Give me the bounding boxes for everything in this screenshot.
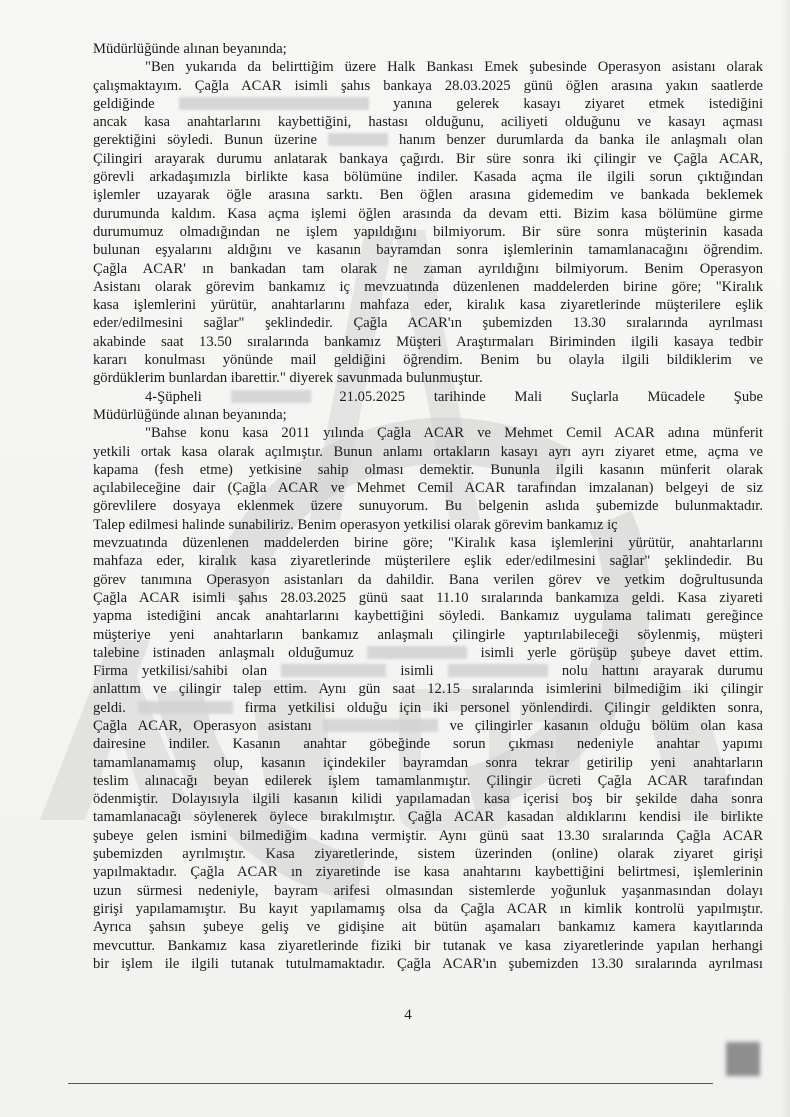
text-run: tamamlanacağı söylenerek öylece bırakılmıştır. Çağla ACAR kasadan aldıklarını kendisi ile birlikte xyxy=(93,809,763,826)
text-line xyxy=(93,443,763,461)
text-line xyxy=(93,571,763,589)
text-run: yetkili ortak kasa olarak açılmıştır. Bunun anlamı ortakların kasayı ayrı ayrı ziyaret etme, açma ve xyxy=(93,443,763,460)
redacted-name xyxy=(367,646,467,659)
text-line xyxy=(93,461,763,479)
text-run: gerektiğini söyledi. Bunun üzerine xyxy=(93,132,317,149)
redacted-name xyxy=(448,664,548,677)
redacted-name xyxy=(323,719,438,732)
text-run: yapma istediğini ancak anahtarlarını kaybettiğini söyledi. Bankamız uygulama talimatı gereğince xyxy=(93,608,763,625)
text-run: açılabileceğine dair (Çağla ACAR ve Mehmet Cemil ACAR tarafından imzalanan) belgeyi de siz xyxy=(93,480,763,497)
text-run: şubeye gelen ismini bilmediğim kadına vermiştir. Aynı günü saat 13.30 sıralarında Çağla ACAR xyxy=(93,827,763,844)
text-run: hanım benzer durumlarda da banka ile anlaşmalı olan xyxy=(398,132,763,149)
text-line xyxy=(93,314,763,332)
text-line xyxy=(93,552,763,570)
text-run: kararı konulması yönünde mail geldiğini öğrendim. Benim bu olayla ilgili bildiklerim ve xyxy=(93,352,763,369)
text-run: Ayrıca şahsın şubeye geliş ve gidişine ait bütün aşamaları bankamız kamera kayıtlarında xyxy=(93,919,763,936)
text-line xyxy=(93,241,763,259)
text-run: Talep edilmesi halinde sunabiliriz. Benim operasyon yetkilisi olarak görevim bankamız iç xyxy=(93,516,618,533)
body-text xyxy=(93,40,763,973)
text-run: "Bahse konu kasa 2011 yılında Çağla ACAR ve Mehmet Cemil ACAR adına münferit xyxy=(145,425,763,442)
text-line xyxy=(93,351,763,369)
text-line xyxy=(93,644,763,662)
text-run: anlattım ve çilingir talep ettim. Aynı gün saat 12.15 sıralarında isimlerini bilmediğim iki çilingir xyxy=(93,681,763,698)
text-line xyxy=(93,260,763,278)
text-run: çalışmaktayım. Çağla ACAR isimli şahıs bankaya 28.03.2025 günü öğlen arasına yakın saatlerde xyxy=(93,77,763,94)
text-run: işlemler uzayarak öğle arasına sarktı. Ben öğlen arasına gidemedim ve bankada beklemek xyxy=(93,187,763,204)
text-line xyxy=(93,589,763,607)
text-line xyxy=(93,717,763,735)
text-run: "Ben yukarıda da belirttiğim üzere Halk Bankası Emek şubesinde Operasyon asistanı olarak xyxy=(145,59,763,76)
text-line xyxy=(93,754,763,772)
text-line xyxy=(93,772,763,790)
text-line xyxy=(93,937,763,955)
text-run: ve çilingirler kasanın olduğu bölüm olan kasa xyxy=(449,717,763,734)
text-run: kasa işlemlerini yürütür, anahtarlarını mahfaza eder, kiralık kasa ziyaretlerinde müşterilere eşlik xyxy=(93,297,763,314)
redacted-name xyxy=(281,664,386,677)
text-line xyxy=(93,150,763,168)
text-run: görev tanımına Operasyon asistanları da dahildir. Bana verilen görev ve yetkim doğrultusunda xyxy=(93,571,763,588)
text-run: talebine istinaden anlaşmalı olduğumuz xyxy=(93,644,354,661)
text-line xyxy=(93,131,763,149)
text-run: Müdürlüğünde alınan beyanında; xyxy=(93,406,287,423)
text-run: 21.05.2025 tarihinde Mali Suçlarla Mücadele Şube xyxy=(339,388,763,405)
text-run: Çağla ACAR isimli şahıs 28.03.2025 günü saat 11.10 sıralarında bankamıza geldi. Kasa ziyareti xyxy=(93,589,763,606)
text-run: görevlilere dosyaya eklenmek üzere sunuyorum. Bu belgenin aslıda şubemizde bulunmaktadır. xyxy=(93,498,763,515)
text-run: isimli yerle görüşüp şubeye davet ettim. xyxy=(480,644,763,661)
text-line xyxy=(93,296,763,314)
text-line xyxy=(93,955,763,973)
text-line xyxy=(93,58,763,76)
text-run: şubemizden ayrılmıştır. Kasa ziyaretlerinde, sistem üzerinden (online) olarak ziyaret girişi xyxy=(93,846,763,863)
text-run: ödenmiştir. Dolayısıyla ilgili kasanın kilidi yapılamadan kasa içerisi boş bir şekilde daha sonra xyxy=(93,791,763,808)
redacted-name xyxy=(179,97,369,110)
text-run: geldiğinde xyxy=(93,95,155,112)
text-run: durumumuz olmadığından ne işlem yapıldığını bilmiyorum. Bir süre sonra müşterinin kasada xyxy=(93,223,763,240)
page-number: 4 xyxy=(404,1007,412,1023)
text-line xyxy=(93,900,763,918)
text-run: Çağla ACAR' ın bankadan tam olarak ne zaman ayrıldığını bilmiyorum. Benim Operasyon xyxy=(93,260,763,277)
text-run: teslim alınacağı beyan edilerek işlem tamamlanmıştır. Çilingir ücreti Çağla ACAR tarafından xyxy=(93,772,763,789)
redacted-name xyxy=(231,390,311,403)
page-edge-shadow xyxy=(780,0,790,1117)
text-line xyxy=(93,424,763,442)
text-line xyxy=(93,790,763,808)
text-run: yapılmaktadır. Çağla ACAR ın ziyaretinde ise kasa anahtarını kaybettiğini belirtmesi, işlemlerinin xyxy=(93,864,763,881)
text-run: gördüklerim bunlardan ibarettir." diyerek savunmada bulunmuştur. xyxy=(93,370,483,387)
text-line xyxy=(93,333,763,351)
text-run: Asistanı olarak görevim bankamız iç mevzuatında düzenlenen maddelerden birine göre; "Kiralık xyxy=(93,278,763,295)
text-line xyxy=(93,388,763,406)
text-line xyxy=(93,863,763,881)
text-run: akabinde saat 13.50 sıralarında bankamız Müşteri Araştırmaları Biriminden ilgili kasaya tedbir xyxy=(93,333,763,350)
text-line xyxy=(93,186,763,204)
text-line xyxy=(93,77,763,95)
text-line xyxy=(93,626,763,644)
text-run: isimli xyxy=(400,663,434,680)
text-line xyxy=(93,479,763,497)
text-run: Firma yetkilisi/sahibi olan xyxy=(93,663,268,680)
text-line xyxy=(93,607,763,625)
text-run: geldi. xyxy=(93,699,126,716)
text-line xyxy=(93,95,763,113)
text-line xyxy=(93,516,763,534)
redacted-name xyxy=(328,133,388,146)
redacted-corner-mark xyxy=(726,1042,760,1076)
text-run: girişi yapılamamıştır. Bu kayıt yapılamamış olsa da Çağla ACAR ın kimlik kontrolü yapılmıştır. xyxy=(93,900,763,917)
text-run: eder/edilmesini sağlar" şeklindedir. Çağla ACAR'ın şubemizden 13.30 sıralarında ayrılması xyxy=(93,315,763,332)
text-run: bulunan eşyalarını aldığını ve kasanın bayramdan sonra işlemlerinin tamamlanacağını öğrendim. xyxy=(93,242,763,259)
text-run: dairesine indiler. Kasanın anahtar göbeğinde sorun çıkması nedeniyle anahtar yapımı xyxy=(93,736,763,753)
text-line xyxy=(93,918,763,936)
text-run: bir işlem ile ilgili tutanak tutulmamaktadır. Çağla ACAR'ın şubemizden 13.30 sıralarında ayrılması xyxy=(93,955,763,972)
text-line xyxy=(93,168,763,186)
text-line xyxy=(93,662,763,680)
text-line xyxy=(93,845,763,863)
text-run: Çilingiri arayarak durumu anlatarak bankaya çağırdı. Bir süre sonra iki çilingir ve Çağla ACAR, xyxy=(93,150,763,167)
text-line xyxy=(93,735,763,753)
text-run: mevzuatında düzenlenen maddelerden birine göre; "Kiralık kasa işlemlerini yürütür, anahtarlarını xyxy=(93,535,763,552)
text-run: ancak kasa anahtarlarını kaybettiğini, hastası olduğunu, aciliyeti olduğunu ve kasayı açması xyxy=(93,114,763,131)
text-line xyxy=(93,223,763,241)
text-run: yanına gelerek kasayı ziyaret etmek istediğini xyxy=(393,95,763,112)
text-line xyxy=(93,882,763,900)
text-run: durumunda kaldım. Kasa açma işlemi öğlen arasında da devam etti. Bizim kasa bölümüne girme xyxy=(93,205,763,222)
text-line xyxy=(93,680,763,698)
text-run: mahfaza eder, kiralık kasa ziyaretlerinde müşterilere eşlik eder/edilmesini sağlar" şeklindedir. Bu xyxy=(93,553,763,570)
text-run: 4-Şüpheli xyxy=(145,388,202,405)
text-run: görevli arkadaşımızla birlikte kasa bölümüne indiler. Kasada açma ile ilgili sorun çıktığından xyxy=(93,169,763,186)
text-line xyxy=(93,40,763,58)
text-line xyxy=(93,205,763,223)
text-line xyxy=(93,827,763,845)
text-run: müşteriye yeni anahtarların bankamız anlaşmalı çilingirle yaptırılabileceği söylenmiş, müşteri xyxy=(93,626,763,643)
text-line xyxy=(93,113,763,131)
text-line xyxy=(93,534,763,552)
text-line xyxy=(93,406,763,424)
text-run: uzun sürmesi nedeniyle, bayram arifesi olmasından sistemlerde yoğunluk yaşanmasından dolayı xyxy=(93,882,763,899)
redacted-name xyxy=(138,701,233,714)
text-line xyxy=(93,497,763,515)
text-line xyxy=(93,369,763,387)
text-run: Müdürlüğünde alınan beyanında; xyxy=(93,41,287,57)
text-run: Çağla ACAR, Operasyon asistanı xyxy=(93,717,312,734)
footer-rule xyxy=(68,1083,713,1084)
text-run: nolu hattını arayarak durumu xyxy=(561,663,763,680)
text-run: firma yetkilisi olduğu için iki personel yönlendirdi. Çilingir geldikten sonra, xyxy=(244,699,763,716)
text-run: mevcuttur. Bankamız kasa ziyaretlerinde fiziki bir tutanak ve kasa ziyaretlerinde yapılan herhangi xyxy=(93,937,763,954)
text-run: kapama (fesh etme) yetkisine sahip olması demektir. Bununla ilgili kasanın münferit olarak xyxy=(93,461,763,478)
text-line xyxy=(93,808,763,826)
text-run: tamamlanamamış olup, kasanın içindekiler bayramdan sonra tekrar getirilip yeni anahtarların xyxy=(93,754,763,771)
text-line xyxy=(93,278,763,296)
text-line xyxy=(93,699,763,717)
